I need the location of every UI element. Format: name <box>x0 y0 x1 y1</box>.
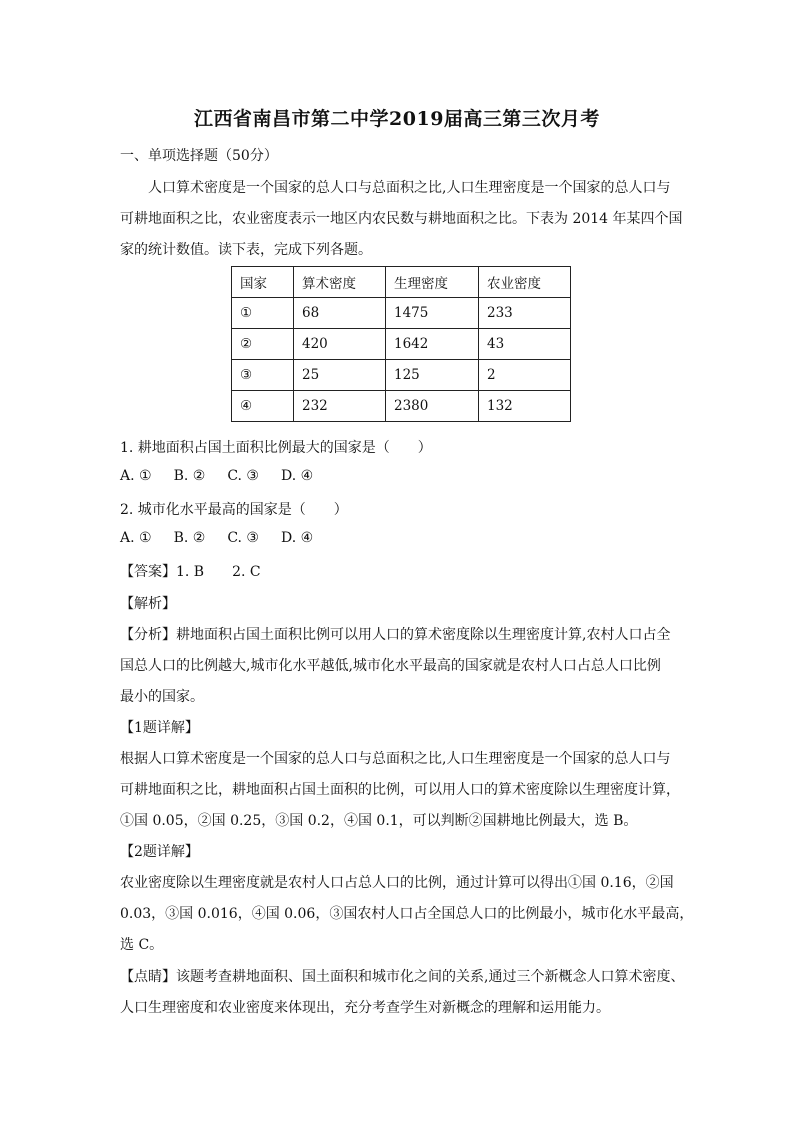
comment-text: 该题考查耕地面积、国土面积和城市化之间的关系,通过三个新概念人口算术密度、 <box>176 969 685 985</box>
comment-line-2: 人口生理密度和农业密度来体现出，充分考查学生对新概念的理解和运用能力。 <box>120 1000 610 1016</box>
table-header-cell: 农业密度 <box>479 267 571 298</box>
answer-line <box>120 561 261 581</box>
table-header-cell: 算术密度 <box>294 267 386 298</box>
analysis-text: 耕地面积占国土面积比例可以用人口的算术密度除以生理密度计算,农村人口占全 <box>176 627 671 643</box>
table-row <box>232 329 571 360</box>
question-1-options <box>120 468 335 484</box>
detail-1-line-3: ①国 0.05，②国 0.25，③国 0.2，④国 0.1，可以判断②国耕地比例最大，选 B。 <box>120 813 638 829</box>
option-a: A. ① <box>120 530 152 546</box>
intro-line-3: 家的统计数值。读下表，完成下列各题。 <box>120 242 372 258</box>
table-cell: 25 <box>294 360 386 391</box>
answer-1: 1. B <box>176 564 205 580</box>
option-b: B. ② <box>173 468 206 484</box>
table-cell: 2380 <box>386 391 479 422</box>
table-cell: ① <box>232 298 294 329</box>
table-row <box>232 298 571 329</box>
table-cell: 1642 <box>386 329 479 360</box>
analysis-heading: 【解析】 <box>120 596 176 612</box>
table-header-cell: 生理密度 <box>386 267 479 298</box>
table-cell: 125 <box>386 360 479 391</box>
table-cell: 43 <box>479 329 571 360</box>
question-2-stem: 2. 城市化水平最高的国家是（ ） <box>120 502 348 518</box>
option-b: B. ② <box>173 530 206 546</box>
option-a: A. ① <box>120 468 152 484</box>
table-cell: ④ <box>232 391 294 422</box>
table-header-cell: 国家 <box>232 267 294 298</box>
table-cell: 68 <box>294 298 386 329</box>
question-1-stem: 1. 耕地面积占国土面积比例最大的国家是（ ） <box>120 440 432 456</box>
table-cell: 2 <box>479 360 571 391</box>
detail-1-heading: 【1题详解】 <box>120 720 199 736</box>
table-cell: ② <box>232 329 294 360</box>
table-cell: 132 <box>479 391 571 422</box>
answer-label: 【答案】 <box>120 564 176 580</box>
intro-line-1: 人口算术密度是一个国家的总人口与总面积之比,人口生理密度是一个国家的总人口与 <box>148 180 671 196</box>
table-cell: 232 <box>294 391 386 422</box>
detail-1-line-2: 可耕地面积之比，耕地面积占国土面积的比例，可以用人口的算术密度除以生理密度计算， <box>120 782 680 798</box>
option-c: C. ③ <box>227 468 259 484</box>
country-statistics-table <box>231 266 571 422</box>
detail-2-line-3: 选 C。 <box>120 937 164 953</box>
detail-2-heading: 【2题详解】 <box>120 844 199 860</box>
comment-line-1 <box>120 966 684 986</box>
analysis-label: 【分析】 <box>120 627 176 643</box>
analysis-line-3: 最小的国家。 <box>120 689 204 705</box>
option-d: D. ④ <box>280 530 314 546</box>
table-cell: 1475 <box>386 298 479 329</box>
table-cell: ③ <box>232 360 294 391</box>
intro-line-2: 可耕地面积之比，农业密度表示一地区内农民数与耕地面积之比。下表为 2014 年某四个国 <box>120 211 683 227</box>
table-cell: 233 <box>479 298 571 329</box>
section-heading: 一、单项选择题（50分） <box>120 148 278 164</box>
table-row <box>232 360 571 391</box>
analysis-line-2: 国总人口的比例越大,城市化水平越低,城市化水平最高的国家就是农村人口占总人口比例 <box>120 658 661 674</box>
analysis-line-1 <box>120 624 670 644</box>
option-c: C. ③ <box>227 530 259 546</box>
detail-2-line-1: 农业密度除以生理密度就是农村人口占总人口的比例，通过计算可以得出①国 0.16，②国 <box>120 875 674 891</box>
question-2-options <box>120 530 335 546</box>
option-d: D. ④ <box>280 468 314 484</box>
answer-2: 2. C <box>232 564 261 580</box>
table-row <box>232 391 571 422</box>
comment-label: 【点睛】 <box>120 969 176 985</box>
document-title: 江西省南昌市第二中学2019届高三第三次月考 <box>194 108 600 130</box>
table-cell: 420 <box>294 329 386 360</box>
detail-2-line-2: 0.03，③国 0.016，④国 0.06，③国农村人口占全国总人口的比例最小，城市化水平最高， <box>120 906 694 922</box>
table-header-row <box>232 267 571 298</box>
detail-1-line-1: 根据人口算术密度是一个国家的总人口与总面积之比,人口生理密度是一个国家的总人口与 <box>120 751 671 767</box>
